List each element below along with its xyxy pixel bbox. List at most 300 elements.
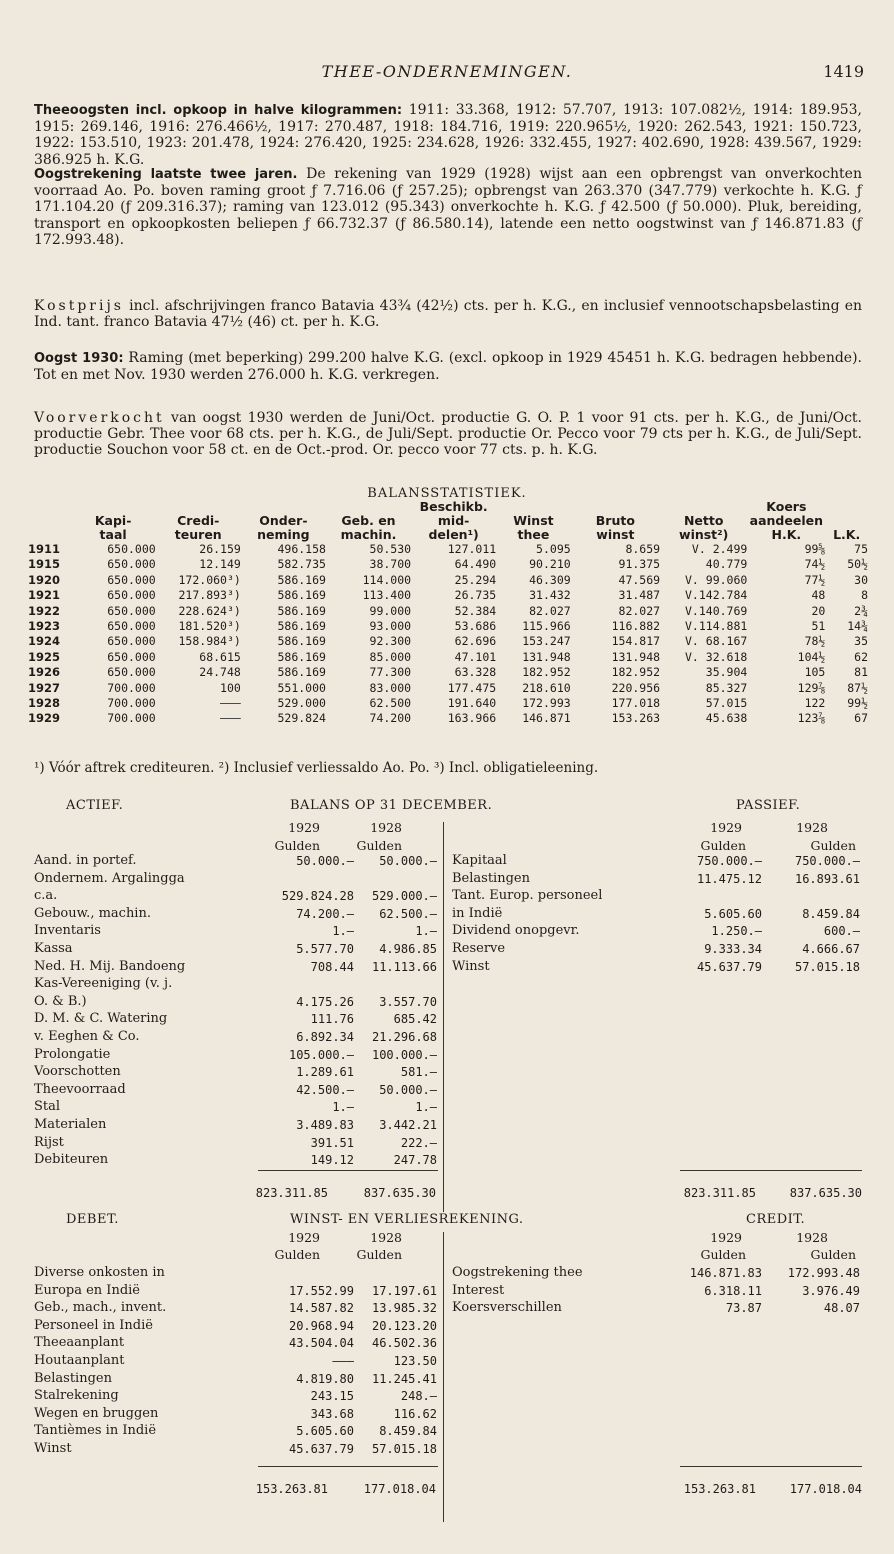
ledger-label: Gebouw., machin. <box>34 905 151 921</box>
table-cell: 99⅝ <box>804 542 826 556</box>
ledger-value-1928: 248.— <box>400 1389 437 1404</box>
table-cell: 104½ <box>797 649 826 664</box>
table-cell: 91.375 <box>618 557 661 572</box>
table-cell: 51 <box>811 619 826 634</box>
table-cell: ——— <box>220 696 241 711</box>
table-cell: 12.149 <box>199 557 241 572</box>
paragraph-text: van oogst 1930 werden de Juni/Oct. productie G. O. P. 1 voor 91 cts. per h. K.G., de Juni/Oct. productie Gebr. Thee voor 68 cts. per h. K.G., de Juli/Sept. productie Or. Pecco voor 79 cts per h. K.G., de Juli/Sept. productie Souchon voor 58 ct. en de Oct.-prod. Or. pecco voor 77 cts. p. h. K.G. <box>34 410 862 459</box>
ledger-label: Koersverschillen <box>452 1300 562 1316</box>
table-cell: 30 <box>854 572 868 587</box>
table-cell: 85.000 <box>369 649 412 664</box>
table-cell: 53.686 <box>454 619 497 634</box>
ledger-label: Tant. Europ. personeel <box>452 888 603 904</box>
ledger-row <box>34 1370 439 1388</box>
ledger-value-1928: 750.000.— <box>794 854 860 868</box>
table-cell: 146.871 <box>522 711 571 726</box>
ledger-label: Ondernem. Argalingga <box>34 870 185 886</box>
table-row <box>28 681 868 696</box>
ledger-row <box>452 887 862 905</box>
col-currency: Gulden <box>274 838 320 853</box>
year-cell: 1929 <box>28 711 61 726</box>
col-year-1928: 1928 <box>370 1230 402 1245</box>
ledger-label: Stal <box>34 1099 61 1115</box>
paragraph-voorverkocht <box>34 410 862 459</box>
table-cell: V. 2.499 <box>691 542 748 556</box>
ledger-value-1929: 11.475.12 <box>696 871 762 886</box>
ledger-value-1928: 123.50 <box>393 1354 437 1368</box>
ledger-value-1928: 16.893.61 <box>794 871 860 886</box>
table-cell: 529.824 <box>277 711 326 726</box>
table-cell: 700.000 <box>107 680 156 695</box>
table-cell: 650.000 <box>107 634 156 649</box>
table-cell: 114.000 <box>362 572 412 587</box>
ledger-label: Tantièmes in Indië <box>34 1423 157 1439</box>
ledger-value-1929: 73.87 <box>725 1301 762 1316</box>
table-cell: 31.432 <box>529 588 571 603</box>
ledger-value-1929: 14.587.82 <box>288 1301 354 1316</box>
ledger-row <box>452 958 862 976</box>
ledger-label: Personeel in Indië <box>34 1317 153 1333</box>
paragraph-lead: Theeoogsten incl. opkoop in halve kilogrammen: <box>34 103 403 118</box>
debet-title: DEBET. <box>66 1212 119 1227</box>
ledger-value-1928: 11.245.41 <box>371 1371 437 1386</box>
ledger-row <box>34 922 439 940</box>
ledger-value-1929: 1.289.61 <box>296 1065 354 1080</box>
table-cell: 122 <box>804 696 826 711</box>
column-header <box>28 500 71 542</box>
paragraph-lead: Kostprijs <box>34 298 124 314</box>
table-cell: 218.610 <box>522 680 571 695</box>
ledger-value-1929: 45.637.79 <box>696 959 762 974</box>
table-cell: 129⅞ <box>797 680 826 695</box>
table-cell: 182.952 <box>611 665 661 680</box>
ledger-row <box>34 1440 439 1458</box>
ledger-row <box>34 1352 439 1370</box>
ledger-label: Debiteuren <box>34 1152 109 1168</box>
table-cell: 20 <box>811 603 826 618</box>
ledger-row <box>34 1046 439 1064</box>
ledger-row <box>452 940 862 958</box>
paragraph-text: 1911: 33.368, 1912: 57.707, 1913: 107.082½, 1914: 189.953, 1915: 269.146, 1916: 276.466½, 1917: 270.487, 1918: 184.716, 1919: 220.965½, 1920: 262.543, 1921: 150.723, 1922: 153.510, 1923: 201.478, 1924: 276.420, 1925: 234.628, 1926: 332.455, 1927: 402.690, 1928: 439.567, 1929: 386.925 h. K.G. <box>34 102 862 168</box>
ledger-label: O. & B.) <box>34 993 87 1009</box>
ledger-value-1929: 5.605.60 <box>296 1424 354 1439</box>
table-cell: 217.893³) <box>178 588 241 603</box>
paragraph-theeoogsten <box>34 102 862 168</box>
paragraph-lead: Voorverkocht <box>34 410 165 426</box>
table-cell: 650.000 <box>107 619 156 634</box>
total-rule <box>258 1170 438 1171</box>
table-cell: 77.300 <box>369 665 412 680</box>
table-cell: 586.169 <box>277 588 326 603</box>
ledger-value-1929: 17.552.99 <box>288 1283 354 1298</box>
ledger-value-1929: 708.44 <box>310 959 354 974</box>
ledger-row <box>34 905 439 923</box>
column-header: Netto winst²) <box>679 513 729 542</box>
ledger-row <box>34 940 439 958</box>
table-cell: 163.966 <box>447 711 497 726</box>
table-row <box>28 665 868 680</box>
page-number: 1419 <box>823 62 864 81</box>
year-cell: 1922 <box>28 603 61 618</box>
table-cell: 131.948 <box>611 649 661 664</box>
ledger-value-1929: 4.175.26 <box>296 994 354 1009</box>
table-cell: 74.200 <box>369 711 412 726</box>
table-cell: 172.993 <box>522 696 571 711</box>
ledger-row <box>34 1422 439 1440</box>
ledger-label: Dividend onopgevr. <box>452 923 580 939</box>
table-cell: 25.294 <box>454 572 497 587</box>
ledger-label: Materialen <box>34 1117 107 1132</box>
ledger-value-1929: 9.333.34 <box>704 942 762 956</box>
ledger-value-1929: 45.637.79 <box>288 1442 354 1456</box>
table-cell: 551.000 <box>277 680 326 695</box>
column-header: Beschikb. mid- delen¹) <box>419 499 488 542</box>
ledger-row <box>34 1405 439 1423</box>
ledger-label: v. Eeghen & Co. <box>34 1029 140 1044</box>
ledger-row <box>34 1334 439 1352</box>
table-row <box>28 634 868 649</box>
table-cell: 47.569 <box>618 572 661 587</box>
paragraph-text: Raming (met beperking) 299.200 halve K.G. (excl. opkoop in 1929 45451 h. K.G. bedragen hebbende). Tot en met Nov. 1930 werden 276.000 h. K.G. verkregen. <box>34 350 863 384</box>
year-cell: 1928 <box>28 696 61 711</box>
column-divider <box>443 822 444 1212</box>
table-cell: 181.520³) <box>178 619 241 634</box>
ledger-value-1929: 20.968.94 <box>288 1318 354 1333</box>
balans-title: BALANS OP 31 DECEMBER. <box>290 798 493 813</box>
ledger-label: D. M. & C. Watering <box>34 1011 168 1027</box>
paragraph-oogstrekening <box>34 166 862 248</box>
ledger-label: Europa en Indië <box>34 1282 140 1298</box>
table-cell: 650.000 <box>107 603 156 618</box>
ledger-value-1928: 3.557.70 <box>379 994 437 1009</box>
ledger-value-1928: 50.000.— <box>379 1082 437 1097</box>
ledger-label: Kas-Vereeniging (v. j. <box>34 976 173 992</box>
table-cell: 82.027 <box>618 603 661 618</box>
ledger-label: in Indië <box>452 905 503 921</box>
ledger-value-1929: 4.819.80 <box>296 1371 354 1386</box>
table-body <box>28 542 868 727</box>
column-header: Winst thee <box>513 513 554 542</box>
ledger-label: Stalrekening <box>34 1388 119 1404</box>
table-cell: 586.169 <box>277 603 326 618</box>
table-cell: V.114.881 <box>685 619 748 634</box>
ledger-row <box>34 1264 439 1282</box>
table-cell: 191.640 <box>447 696 497 711</box>
table-cell: 99½ <box>847 696 868 711</box>
winst-total-1928: 177.018.04 <box>789 1482 862 1496</box>
table-cell: 75 <box>854 542 868 556</box>
ledger-value-1928: 3.976.49 <box>802 1283 860 1298</box>
column-header: Koers aandeelen H.K. <box>749 499 823 542</box>
ledger-value-1929: 50.000.— <box>296 854 354 868</box>
table-cell: 177.018 <box>611 696 661 711</box>
table-cell: 5.095 <box>536 542 571 556</box>
ledger-label: Voorschotten <box>34 1064 121 1080</box>
footnotes: ¹) Vóór aftrek crediteuren. ²) Inclusief verliessaldo Ao. Po. ³) Incl. obligatieleening. <box>34 760 599 776</box>
table-cell: 82.027 <box>529 603 571 618</box>
table-cell: 700.000 <box>107 696 156 711</box>
ledger-value-1928: 100.000.— <box>371 1047 437 1062</box>
table-cell: 650.000 <box>107 572 156 587</box>
ledger-row <box>34 1282 439 1300</box>
ledger-row <box>34 852 439 870</box>
table-cell: 153.263 <box>611 711 661 726</box>
column-header: Onder- neming <box>257 513 310 542</box>
table-cell: 45.638 <box>705 711 748 726</box>
ledger-label: Theevoorraad <box>34 1081 126 1097</box>
table-cell: 62.696 <box>454 634 497 649</box>
table-cell: 582.735 <box>277 557 326 572</box>
ledger-label: Winst <box>34 1441 72 1456</box>
ledger-value-1928: 50.000.— <box>379 854 437 868</box>
ledger-row <box>34 1387 439 1405</box>
ledger-value-1929: 1.— <box>332 1100 354 1115</box>
ledger-value-1928: 17.197.61 <box>371 1283 437 1298</box>
ledger-label: Reserve <box>452 941 506 956</box>
ledger-row <box>34 1317 439 1335</box>
paragraph-oogst-1930 <box>34 350 862 383</box>
ledger-value-1929: 1.— <box>332 924 354 939</box>
table-cell: 87½ <box>847 680 868 695</box>
col-year-1929: 1929 <box>288 820 320 835</box>
winst-total-1929: 153.263.81 <box>683 1482 756 1496</box>
ledger-label: Geb., mach., invent. <box>34 1300 167 1316</box>
table-cell: 158.984³) <box>178 634 241 649</box>
ledger-value-1928: 222.— <box>400 1135 437 1150</box>
credit-title: CREDIT. <box>746 1212 806 1227</box>
ledger-label: Belastingen <box>452 870 530 886</box>
winst-total-1929: 153.263.81 <box>255 1482 328 1496</box>
table-cell: 586.169 <box>277 649 326 664</box>
table-row <box>28 711 868 726</box>
table-cell: 46.309 <box>529 572 571 587</box>
ledger-value-1928: 600.— <box>823 924 860 939</box>
year-cell: 1925 <box>28 649 61 664</box>
table-cell: 52.384 <box>454 603 497 618</box>
col-year-1928: 1928 <box>796 820 828 835</box>
table-cell: 116.882 <box>611 619 661 634</box>
ledger-value-1929: 1.250.— <box>711 924 762 939</box>
table-row <box>28 542 868 557</box>
ledger-value-1929: 3.489.83 <box>296 1118 354 1132</box>
balansstatistiek-table <box>28 500 868 727</box>
ledger-value-1928: 62.500.— <box>379 906 437 921</box>
ledger-label: c.a. <box>34 888 58 904</box>
column-header: Kapi- taal <box>94 513 132 542</box>
table-cell: 8 <box>861 588 868 603</box>
table-cell: 48 <box>811 588 826 603</box>
ledger-row <box>452 905 862 923</box>
table-cell: 24.748 <box>199 665 241 680</box>
table-cell: 586.169 <box>277 572 326 587</box>
ledger-label: Houtaanplant <box>34 1353 125 1368</box>
ledger-value-1928: 21.296.68 <box>371 1030 437 1044</box>
balans-total-1928: 837.635.30 <box>363 1186 436 1200</box>
ledger-row <box>34 887 439 905</box>
column-header: Credi- teuren <box>174 513 222 542</box>
table-cell: 47.101 <box>454 649 497 664</box>
col-currency: Gulden <box>274 1247 320 1262</box>
table-header-row <box>28 500 868 542</box>
table-cell: 64.490 <box>454 557 497 572</box>
column-divider <box>443 1232 444 1522</box>
table-cell: 92.300 <box>369 634 412 649</box>
table-cell: 182.952 <box>522 665 571 680</box>
col-currency: Gulden <box>810 838 856 853</box>
ledger-value-1929: 105.000.— <box>288 1047 354 1062</box>
table-cell: 496.158 <box>277 542 326 556</box>
ledger-label: Theeaanplant <box>34 1335 125 1351</box>
table-cell: 14¾ <box>847 619 868 634</box>
table-cell: 127.011 <box>447 542 497 556</box>
ledger-value-1928: 529.000.— <box>371 889 437 904</box>
table-cell: 81 <box>854 665 868 680</box>
table-cell: 26.159 <box>199 542 241 556</box>
total-rule <box>258 1466 438 1467</box>
column-header: Bruto winst <box>595 513 635 542</box>
ledger-row <box>34 1151 439 1169</box>
table-cell: 177.475 <box>447 680 497 695</box>
col-currency: Gulden <box>700 838 746 853</box>
ledger-row <box>34 1010 439 1028</box>
table-cell: 50.530 <box>369 542 412 556</box>
actief-title: ACTIEF. <box>66 798 124 813</box>
ledger-row <box>452 1264 862 1282</box>
ledger-value-1929: 111.76 <box>310 1012 354 1027</box>
ledger-value-1929: 391.51 <box>310 1135 354 1150</box>
ledger-value-1929: 750.000.— <box>696 854 762 868</box>
table-row <box>28 573 868 588</box>
ledger-value-1928: 3.442.21 <box>379 1118 437 1132</box>
table-cell: 586.169 <box>277 619 326 634</box>
ledger-value-1928: 57.015.18 <box>371 1442 437 1456</box>
table-cell: 650.000 <box>107 542 156 556</box>
table-cell: 153.247 <box>522 634 571 649</box>
col-year-1929: 1929 <box>710 820 742 835</box>
table-cell: 650.000 <box>107 588 156 603</box>
table-cell: V.140.769 <box>685 603 748 618</box>
table-cell: V. 32.618 <box>685 649 748 664</box>
ledger-row <box>34 1081 439 1099</box>
total-rule <box>680 1170 862 1171</box>
ledger-label: Inventaris <box>34 923 101 939</box>
table-cell: 50½ <box>847 557 868 572</box>
table-cell: 93.000 <box>369 619 412 634</box>
ledger-row <box>452 1282 862 1300</box>
table-cell: 650.000 <box>107 649 156 664</box>
page-title: THEE-ONDERNEMINGEN. <box>321 62 573 81</box>
year-cell: 1923 <box>28 619 61 634</box>
paragraph-kostprijs <box>34 298 862 330</box>
ledger-value-1928: 581.— <box>400 1065 437 1080</box>
ledger-label: Wegen en bruggen <box>34 1405 159 1421</box>
year-cell: 1915 <box>28 557 61 572</box>
table-cell: 2¾ <box>854 603 868 618</box>
ledger-value-1929: ——— <box>332 1354 354 1368</box>
table-cell: 586.169 <box>277 634 326 649</box>
table-cell: 68.615 <box>199 649 241 664</box>
table-row <box>28 619 868 634</box>
ledger-value-1929: 43.504.04 <box>288 1336 354 1351</box>
ledger-value-1929: 149.12 <box>310 1153 354 1168</box>
paragraph-lead: Oogstrekening laatste twee jaren. <box>34 167 298 182</box>
ledger-value-1929: 5.577.70 <box>296 942 354 956</box>
balans-total-1929: 823.311.85 <box>683 1186 756 1200</box>
table-cell: 77½ <box>804 572 826 587</box>
year-cell: 1921 <box>28 588 61 603</box>
ledger-row <box>34 958 439 976</box>
ledger-value-1928: 13.985.32 <box>371 1301 437 1316</box>
ledger-label: Kassa <box>34 941 73 956</box>
table-cell: V.142.784 <box>685 588 748 603</box>
table-cell: 31.487 <box>618 588 661 603</box>
ledger-row <box>34 1134 439 1152</box>
ledger-row <box>34 1028 439 1046</box>
ledger-value-1929: 343.68 <box>310 1406 354 1421</box>
ledger-row <box>34 1063 439 1081</box>
ledger-row <box>452 1299 862 1317</box>
table-cell: 99.000 <box>369 603 412 618</box>
ledger-row <box>34 1299 439 1317</box>
ledger-value-1928: 1.— <box>415 924 437 939</box>
table-cell: 529.000 <box>277 696 326 711</box>
ledger-label: Rijst <box>34 1134 64 1150</box>
col-currency: Gulden <box>356 838 402 853</box>
ledger-value-1928: 8.459.84 <box>802 906 860 921</box>
year-cell: 1927 <box>28 680 61 695</box>
ledger-value-1928: 172.993.48 <box>787 1266 860 1280</box>
table-cell: 131.948 <box>522 649 571 664</box>
ledger-label: Aand. in portef. <box>34 853 137 868</box>
table-cell: 650.000 <box>107 557 156 572</box>
ledger-value-1928: 247.78 <box>393 1153 437 1168</box>
col-year-1929: 1929 <box>710 1230 742 1245</box>
ledger-value-1928: 1.— <box>415 1100 437 1115</box>
ledger-value-1929: 5.605.60 <box>704 906 762 921</box>
ledger-row <box>34 1098 439 1116</box>
column-header: L.K. <box>833 527 861 542</box>
ledger-value-1928: 4.666.67 <box>802 942 860 956</box>
paragraph-text: incl. afschrijvingen franco Batavia 43¾ (42½) cts. per h. K.G., en inclusief vennootschapsbelasting en Ind. tant. franco Batavia 47½ (46) ct. per h. K.G. <box>34 298 862 331</box>
ledger-row <box>34 870 439 888</box>
table-cell: 650.000 <box>107 665 156 680</box>
table-cell: 62.500 <box>369 696 412 711</box>
table-cell: V. 68.167 <box>685 634 748 649</box>
ledger-value-1929: 74.200.— <box>296 906 354 921</box>
table-cell: 83.000 <box>369 680 412 695</box>
table-row <box>28 604 868 619</box>
ledger-label: Kapitaal <box>452 853 507 868</box>
table-cell: 100 <box>220 680 241 695</box>
paragraph-text: De rekening van 1929 (1928) wijst aan een opbrengst van onverkochten voorraad Ao. Po. boven raming groot ƒ 7.716.06 (ƒ 257.25); opbrengst van 263.370 (347.779) verkochte h. K.G. ƒ 171.104.20 (ƒ 209.316.37); raming van 123.012 (95.343) onverkochte h. K.G. ƒ 42.500 (ƒ 50.000). Pluk, bereiding, transport en opkoopkosten beliepen ƒ 66.732.37 (ƒ 86.580.14), latende een netto oogstwinst van ƒ 146.871.83 (ƒ 172.993.48). <box>34 166 862 248</box>
table-cell: 35 <box>854 634 868 649</box>
ledger-row <box>34 993 439 1011</box>
table-cell: 85.327 <box>705 680 748 695</box>
column-header: Geb. en machin. <box>340 513 397 542</box>
ledger-value-1928: 11.113.66 <box>371 959 437 974</box>
ledger-value-1929: 146.871.83 <box>689 1266 762 1280</box>
table-cell: 74½ <box>804 557 826 572</box>
col-year-1929: 1929 <box>288 1230 320 1245</box>
ledger-value-1929: 6.892.34 <box>296 1030 354 1044</box>
table-cell: 172.060³) <box>178 572 241 587</box>
table-cell: 63.328 <box>454 665 497 680</box>
table-cell: 228.624³) <box>178 603 241 618</box>
year-cell: 1911 <box>28 542 61 556</box>
col-currency: Gulden <box>810 1247 856 1262</box>
ledger-row <box>452 922 862 940</box>
ledger-value-1928: 57.015.18 <box>794 959 860 974</box>
